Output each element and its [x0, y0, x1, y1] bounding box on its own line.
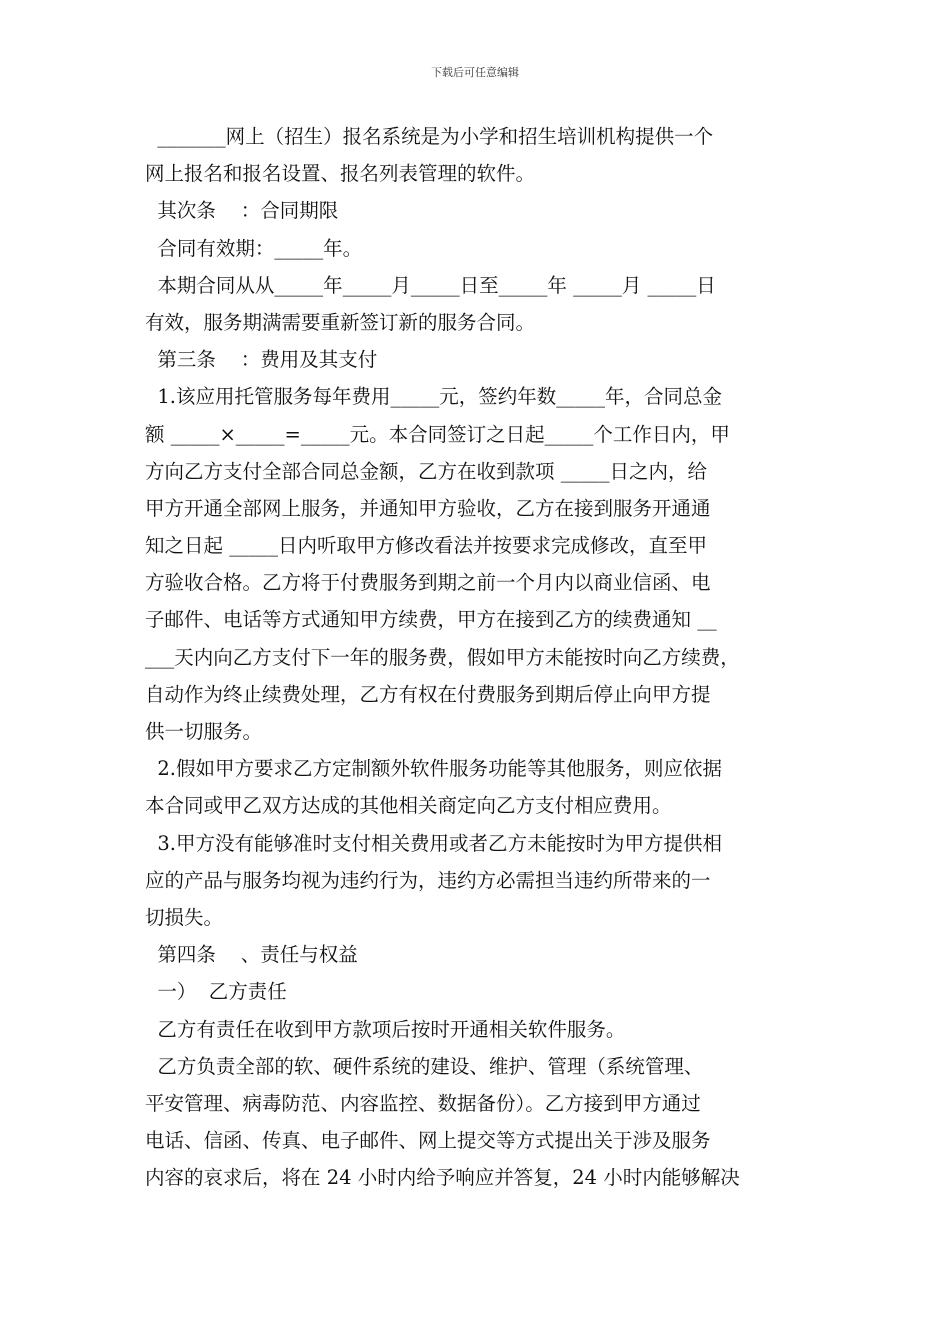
text-line: 平安管理、病毒防范、内容监控、数据备份）。乙方接到甲方通过: [145, 1091, 701, 1115]
text-line: 电话、信函、传真、电子邮件、网上提交等方式提出关于涉及服务: [145, 1129, 711, 1153]
text-line: 方验收合格。乙方将于付费服务到期之前一个月内以商业信函、电: [145, 571, 711, 595]
text-line: 应的产品与服务均视为违约行为，违约方必需担当违约所带来的一: [145, 868, 711, 892]
text-line: 甲方开通全部网上服务，并通知甲方验收，乙方在接到服务开通通: [145, 496, 711, 520]
text-line: 方向乙方支付全部合同总金额，乙方在收到款项 _____日之内，给: [145, 459, 707, 483]
text-line: 子邮件、电话等方式通知甲方续费，甲方在接到乙方的续费通知 __: [145, 608, 717, 632]
text-line: 切损失。: [145, 905, 224, 929]
page-header: 下载后可任意编辑: [431, 66, 519, 79]
text-line: 乙方有责任在收到甲方款项后按时开通相关软件服务。: [145, 1017, 626, 1041]
text-line: 本期合同从从_____年_____月_____日至_____年 _____月 _____日: [145, 273, 716, 297]
text-line: 供一切服务。: [145, 720, 263, 743]
text-line: 合同有效期：_____年。: [145, 236, 363, 260]
text-line: 自动作为终止续费处理，乙方有权在付费服务到期后停止向甲方提: [145, 682, 711, 706]
text-line: 乙方负责全部的软、硬件系统的建设、维护、管理（系统管理、: [145, 1054, 704, 1078]
text-line: 网上报名和报名设置、报名列表管理的软件。: [145, 162, 536, 186]
text-line: 知之日起 _____日内听取甲方修改看法并按要求完成修改，直至甲: [145, 534, 707, 558]
text-line: 2.假如甲方要求乙方定制额外软件服务功能等其他服务，则应依据: [145, 757, 723, 781]
text-line: 本合同或甲乙双方达成的其他相关商定向乙方支付相应费用。: [145, 794, 672, 818]
text-line: 额 _____×_____=_____元。本合同签订之日起_____个工作日内，甲: [145, 422, 730, 446]
text-line: _______网上（招生）报名系统是为小学和招生培训机构提供一个: [145, 125, 714, 148]
text-line: 1.该应用托管服务每年费用_____元，签约年数_____年，合同总金: [145, 385, 723, 409]
subsection-heading: 一） 乙方责任: [145, 980, 287, 1004]
section-heading: 第四条 、责任与权益: [145, 943, 358, 967]
text-line: 3.甲方没有能够准时支付相关费用或者乙方未能按时为甲方提供相: [145, 831, 723, 855]
section-heading: 其次条 ：合同期限: [145, 199, 339, 223]
text-line: 内容的哀求后，将在 24 小时内给予响应并答复，24 小时内能够解决: [145, 1166, 740, 1190]
text-line: 有效，服务期满需要重新签订新的服务合同。: [145, 310, 536, 334]
text-line: ___天内向乙方支付下一年的服务费，假如甲方未能按时向乙方续费，: [145, 645, 740, 669]
document-body: [145, 118, 820, 1196]
section-heading: 第三条 ：费用及其支付: [145, 348, 378, 372]
